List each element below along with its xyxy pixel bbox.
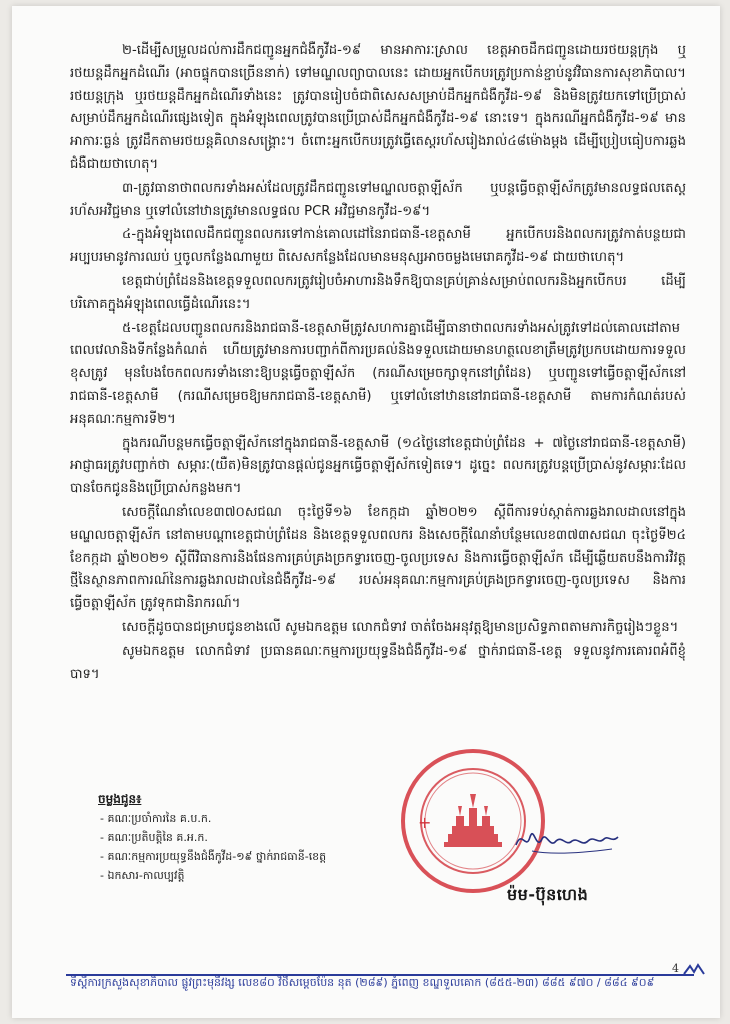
cc-item: - ឯកសារ-កាលប្បវត្តិ bbox=[100, 869, 185, 882]
paragraph-handover: ៥-ខេត្តដែលបញ្ជូនពលករនិងរាជធានី-ខេត្តសាមីត្រូវសហការគ្នាដើម្បីធានាថាពលករទាំងអស់ត្រូវទៅដល់គោលដៅតាមពេលវេលានិងទីកន្លែងកំណត់ ហើយត្រូវមានការបញ្ជាក់ពីការប្រគល់និងទទួលដោយមានហត្ថលេខាត្រឹមត្រូវប្រកបដោយការទទួលខុសត្រូវ មុនបែងចែកពលករទាំងនោះឱ្យបន្តធ្វើចត្តាឡីស័ក (ករណីសម្រេចក្សាទុកនៅព្រំដែន) ឬបញ្ជូនទៅធ្វើចត្តាឡីស័កនៅរាជធានី-ខេត្តសាមី (ករណីសម្រេចឱ្យមករាជធានី-ខេត្តសាមី) ឬទៅលំនៅឋាននៅរាជធានី-ខេត្តសាមី តាមការកំណត់របស់អនុគណៈកម្មការទី២។ bbox=[70, 320, 686, 427]
paragraph-implementation: សេចក្តីដូចបានជម្រាបជូនខាងលើ សូមឯកឧត្តម លោកជំទាវ ចាត់ចែងអនុវត្តឱ្យមានប្រសិទ្ធភាពតាមភារកិច្ចរៀងៗខ្លួន។ bbox=[122, 619, 679, 635]
cc-item: - គណៈប្រតិបត្តិនៃ គ.អ.ក. bbox=[100, 831, 208, 844]
document-body bbox=[70, 40, 686, 687]
temple-icon bbox=[444, 794, 502, 847]
cc-item: - គណៈប្រចាំការនៃ គ.ប.ក. bbox=[100, 812, 212, 825]
signatory-name: ម៉ម-ប៊ុនហេង bbox=[507, 885, 589, 904]
page-number: 4 bbox=[672, 962, 679, 975]
footer-address: ទីស្តីការក្រសួងសុខាភិបាល ផ្លូវព្រះមុនីវង្ស លេខ៨០ វិថីសម្តេចប៉ែន នុត (២៨៩) ភ្នំពេញ ខណ្ឌទួលគោក (៨៥៥-២៣) ៨៨៥ ៩៧០ / ៨៨៤ ៩០៩ bbox=[70, 976, 655, 989]
paragraph-transport: ២-ដើម្បីសម្រួលដល់ការដឹកជញ្ជូនអ្នកជំងឺកូវីដ-១៩ មានអាការៈស្រាល ខេត្តអាចដឹកជញ្ជូនដោយរថយន្តក្រុង ឬរថយន្តដឹកអ្នកដំណើរ (អាចផ្ទុកបានច្រើននាក់) ទៅមណ្ឌលព្យាបាលនេះ ដោយអ្នកបើកបរត្រូវប្រកាន់ខ្ជាប់នូវវិធានការសុខាភិបាល។ រថយន្តក្រុង ឬរថយន្តដឹកអ្នកដំណើរទាំងនេះ ត្រូវបានរៀបចំជាពិសេសសម្រាប់ដឹកអ្នកជំងឺកូវីដ-១៩ និងមិនត្រូវយកទៅប្រើប្រាស់សម្រាប់ដឹកអ្នកដំណើរផ្សេងទៀត ក្នុងអំឡុងពេលត្រូវបានប្រើប្រាស់ដឹកអ្នកជំងឺកូវីដ-១៩ នោះទេ។ ក្នុងករណីអ្នកជំងឺកូវីដ-១៩ មានអាការៈធ្ងន់ ត្រូវដឹកតាមរថយន្តគិលានសង្គ្រោះ។ ចំពោះអ្នកបើកបរត្រូវធ្វើតេស្តរហ័សរៀងរាល់៤៨ម៉ោងម្តង ដើម្បីប្រៀបធៀបការឆ្លងជំងឺជាយថាហេតុ។ bbox=[70, 43, 686, 172]
handwritten-signature bbox=[512, 821, 622, 861]
paragraph-continuation: ក្នុងករណីបន្តមកធ្វើចត្តាឡីស័កនៅក្នុងរាជធានី-ខេត្តសាមី (១៤ថ្ងៃនៅខេត្តជាប់ព្រំដែន + ៧ថ្ងៃនៅរាជធានី-ខេត្តសាមី) អាជ្ញាធរត្រូវបញ្ជាក់ថា សម្ភារៈ(យឺត)មិនត្រូវបានផ្តល់ជូនអ្នកធ្វើចត្តាឡីស័កទៀតទេ។ ដូច្នេះ ពលករត្រូវបន្តប្រើប្រាស់នូវសម្ភារៈដែលបានចែកជូននិងប្រើប្រាស់កន្លងមក។ bbox=[70, 435, 686, 497]
cc-list bbox=[98, 790, 326, 885]
cc-item: - គណៈកម្មការប្រយុទ្ធនឹងជំងឺកូវីដ-១៩ ថ្នាក់រាជធានី-ខេត្ត bbox=[100, 850, 327, 863]
cc-title: ចម្លងជូន៖ bbox=[98, 792, 142, 806]
paragraph-food-water: ខេត្តជាប់ព្រំដែននិងខេត្តទទួលពលករត្រូវរៀបចំអាហារនិងទឹកឱ្យបានគ្រប់គ្រាន់សម្រាប់ពលករនិងអ្នកបើកបរ ដើម្បីបរិភោគក្នុងអំឡុងពេលធ្វើដំណើរនេះ។ bbox=[70, 273, 686, 312]
paragraph-no-stops: ៤-ក្នុងអំឡុងពេលដឹកជញ្ជូនពលករទៅកាន់គោលដៅនៃរាជធានី-ខេត្តសាមី អ្នកបើកបរនិងពលករត្រូវកាត់បន្ថយជាអប្បបរមានូវការឈប់ ឬចូលកន្លែងណាមួយ ពិសេសកន្លែងដែលមានមនុស្សអាចចម្លងមេរោគកូវីដ-១៩ ជាយថាហេតុ។ bbox=[70, 227, 686, 266]
cross-icon: + bbox=[418, 813, 432, 832]
paragraph-references: សេចក្តីណែនាំលេខ៣៧០សជណ ចុះថ្ងៃទី១៦ ខែកក្កដា ឆ្នាំ២០២១ ស្តីពីការទប់ស្កាត់ការឆ្លងរាលដាលនៅក្នុងមណ្ឌលចត្តាឡីស័ក នៅតាមបណ្តាខេត្តជាប់ព្រំដែន និងខេត្តទទួលពលករ និងសេចក្តីណែនាំបន្ថែមលេខ៣៧៣សជណ ចុះថ្ងៃទី២៤ ខែកក្កដា ឆ្នាំ២០២១ ស្តីពីវិធានការនិងផែនការគ្រប់គ្រងច្រកទ្វារចេញ-ចូលប្រទេស និងការធ្វើចត្តាឡីស័ក ដើម្បីឆ្លើយតបនឹងការវិវត្តថ្មីនៃស្ថានភាពការណ៍នៃការឆ្លងរាលដាលនៃជំងឺកូវីដ-១៩ របស់អនុគណៈកម្មការគ្រប់គ្រងច្រកទ្វារចេញ-ចូលប្រទេស និងការធ្វើចត្តាឡីស័ក ត្រូវទុកជានិរាករណ៍។ bbox=[70, 504, 686, 612]
paragraph-quarantine-test: ៣-ត្រូវធានាថាពលករទាំងអស់ដែលត្រូវដឹកជញ្ជូនទៅមណ្ឌលចត្តាឡីស័ក ឬបន្តធ្វើចត្តាឡីស័កត្រូវមានលទ្ធផលតេស្តរហ័សអវិជ្ជមាន ឬទៅលំនៅឋានត្រូវមានលទ្ធផល PCR អវិជ្ជមានកូវីដ-១៩។ bbox=[70, 180, 686, 219]
document-page bbox=[12, 6, 720, 1018]
paragraph-closing: សូមឯកឧត្តម លោកជំទាវ ប្រធានគណៈកម្មការប្រយុទ្ធនឹងជំងឺកូវីដ-១៩ ថ្នាក់រាជធានី-ខេត្ត ទទួលនូវការគោរពអំពីខ្ញុំបាទ។ bbox=[70, 643, 686, 682]
